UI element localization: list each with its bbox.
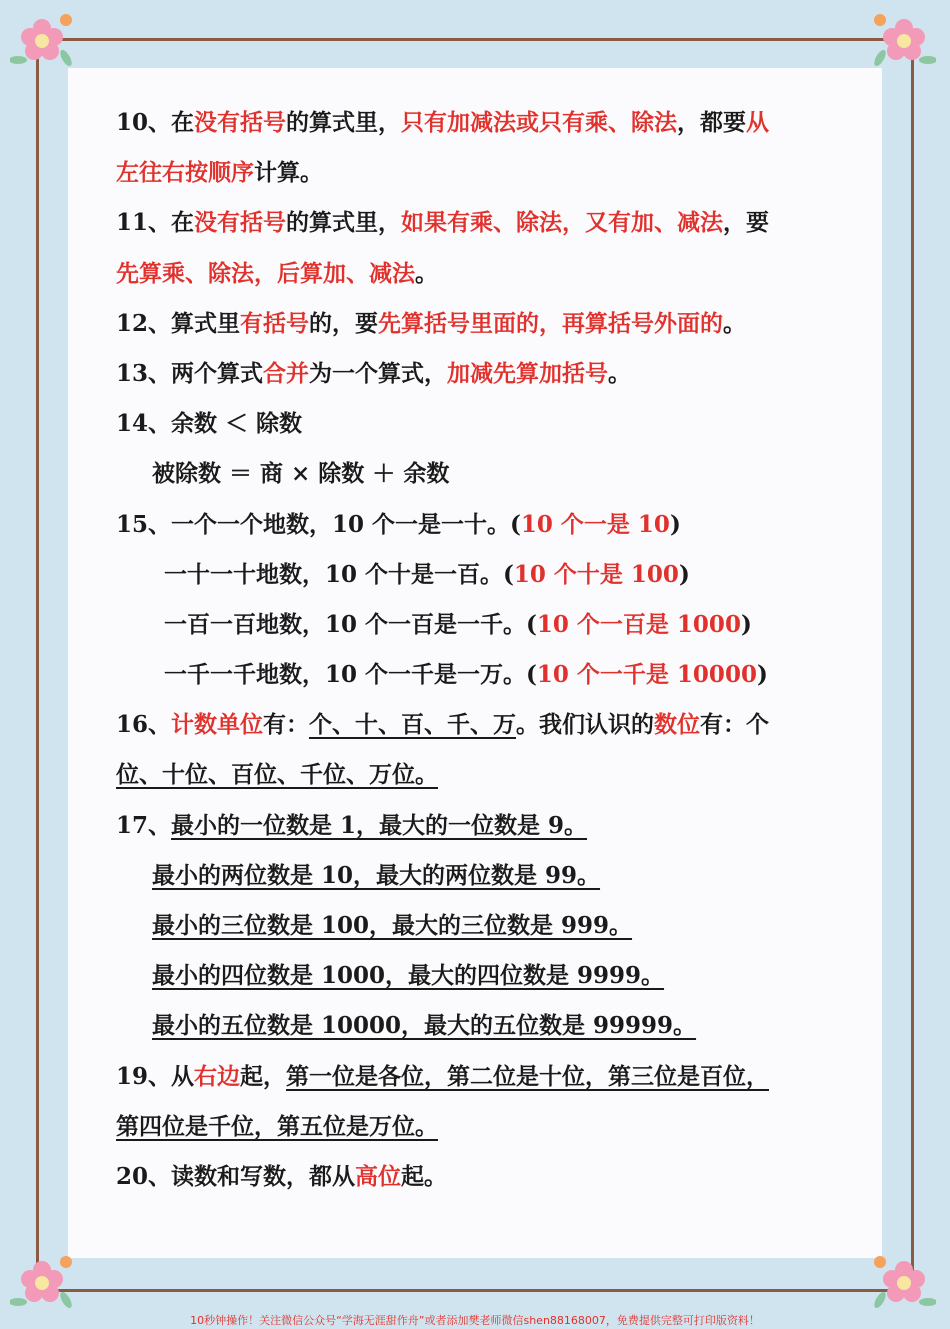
flower-icon-top-left xyxy=(10,8,74,72)
highlight: 先算乘、除法，后算加、减法 xyxy=(116,259,415,287)
highlight: 没有括号 xyxy=(194,209,287,237)
text: 。 xyxy=(608,359,632,387)
rule-15-line1 xyxy=(116,500,806,550)
text: ) xyxy=(669,510,681,538)
highlight: 10 个十是 100 xyxy=(513,560,679,588)
highlight: 数位 xyxy=(654,711,701,739)
text: 的，要 xyxy=(309,309,379,337)
text: 。 xyxy=(415,259,438,287)
flower-icon-bottom-left xyxy=(10,1250,74,1314)
text: 19、从 xyxy=(116,1062,195,1090)
rule-10-line2 xyxy=(116,148,806,198)
rule-16-line2 xyxy=(116,750,806,800)
highlight: 计数单位 xyxy=(171,711,264,739)
underlined-text: 最小的五位数是 10000，最大的五位数是 99999。 xyxy=(152,1012,697,1040)
text: 一十一十地数，10 个十是一百。( xyxy=(164,560,514,588)
text: 计算。 xyxy=(254,159,323,187)
rule-17-line4 xyxy=(116,951,806,1001)
underlined-text: 最小的三位数是 100，最大的三位数是 999。 xyxy=(152,912,633,939)
highlight: 有括号 xyxy=(240,309,310,337)
underlined-text: 个、十、百、千、万 xyxy=(309,711,517,739)
text: 13、两个算式 xyxy=(116,359,264,387)
highlight: 如果有乘、除法，又有加、减法 xyxy=(401,209,724,237)
rule-15-line4 xyxy=(116,650,806,700)
text: 12、算式里 xyxy=(116,309,241,337)
text: 的算式里， xyxy=(286,109,402,136)
rule-17-line1 xyxy=(116,801,806,851)
text: 11、在 xyxy=(116,209,195,237)
text: 16、 xyxy=(116,711,172,739)
rule-16-line1 xyxy=(116,700,806,750)
underlined-text: 第四位是千位，第五位是万位。 xyxy=(116,1112,438,1140)
flower-icon-bottom-right xyxy=(872,1250,936,1314)
rule-10-line1 xyxy=(116,98,806,148)
text: 15、一个一个地数，10 个一是一十。( xyxy=(116,510,521,538)
text: ，要 xyxy=(723,209,770,237)
underlined-text: 位、十位、百位、千位、万位。 xyxy=(116,761,438,789)
text: 起。 xyxy=(401,1162,448,1190)
rules-text xyxy=(116,98,806,1202)
highlight: 从 xyxy=(746,109,770,136)
text: 的算式里， xyxy=(286,209,402,237)
text: ) xyxy=(740,610,752,638)
text: 被除数 ＝ 商 × 除数 ＋ 余数 xyxy=(152,460,450,488)
text: 有： xyxy=(263,711,310,739)
highlight: 没有括号 xyxy=(194,109,287,136)
rule-15-line3 xyxy=(116,600,806,650)
highlight: 10 个一百是 1000 xyxy=(536,610,741,638)
text: ) xyxy=(678,560,690,588)
highlight: 右边 xyxy=(194,1062,241,1090)
underlined-text: 最小的四位数是 1000，最大的四位数是 9999。 xyxy=(152,962,665,990)
text: ) xyxy=(756,661,768,689)
rule-15-line2 xyxy=(116,550,806,600)
footer-note: 10秒钟操作！关注微信公众号“学海无涯甜作舟”或者添加樊老师微信shen88168007，免费提供完整可打印版资料！ xyxy=(190,1314,760,1327)
rule-11-line2 xyxy=(116,249,806,299)
text: 20、读数和写数，都从 xyxy=(116,1162,356,1190)
highlight: 10 个一是 10 xyxy=(520,510,670,538)
text: 起， xyxy=(240,1062,287,1090)
text: 14、余数 ＜ 除数 xyxy=(116,410,303,438)
highlight: 高位 xyxy=(355,1162,402,1190)
underlined-text: 最小的两位数是 10，最大的两位数是 99。 xyxy=(152,861,601,889)
highlight: 先算括号里面的，再算括号外面的 xyxy=(378,309,724,337)
highlight: 加减先算加括号 xyxy=(447,359,609,387)
text: 。我们认识的 xyxy=(516,711,655,739)
text: 为一个算式， xyxy=(309,359,448,387)
rule-14-formula xyxy=(116,449,806,499)
text: 一千一千地数，10 个一千是一万。( xyxy=(164,661,537,689)
rule-17-line5 xyxy=(116,1001,806,1051)
rule-19-line1 xyxy=(116,1052,806,1102)
rule-14 xyxy=(116,399,806,449)
text: 一百一百地数，10 个一百是一千。( xyxy=(164,610,537,638)
text: 有：个 xyxy=(700,711,770,739)
rule-17-line2 xyxy=(116,851,806,901)
text: 10、在 xyxy=(116,109,195,136)
text: ，都要 xyxy=(677,109,747,136)
highlight: 左往右按顺序 xyxy=(116,159,254,187)
text: 。 xyxy=(723,309,747,337)
rule-11-line1 xyxy=(116,198,806,248)
rule-20 xyxy=(116,1152,806,1202)
rule-19-line2 xyxy=(116,1102,806,1152)
underlined-text: 第一位是各位，第二位是十位，第三位是百位， xyxy=(286,1062,770,1090)
underlined-text: 最小的一位数是 1，最大的一位数是 9。 xyxy=(171,811,588,839)
flower-icon-top-right xyxy=(872,8,936,72)
highlight: 合并 xyxy=(263,359,310,387)
rule-13 xyxy=(116,349,806,399)
rule-12 xyxy=(116,299,806,349)
highlight: 只有加减法或只有乘、除法 xyxy=(401,109,678,136)
text: 17、 xyxy=(116,811,172,839)
highlight: 10 个一千是 10000 xyxy=(536,661,757,689)
rule-17-line3 xyxy=(116,901,806,951)
